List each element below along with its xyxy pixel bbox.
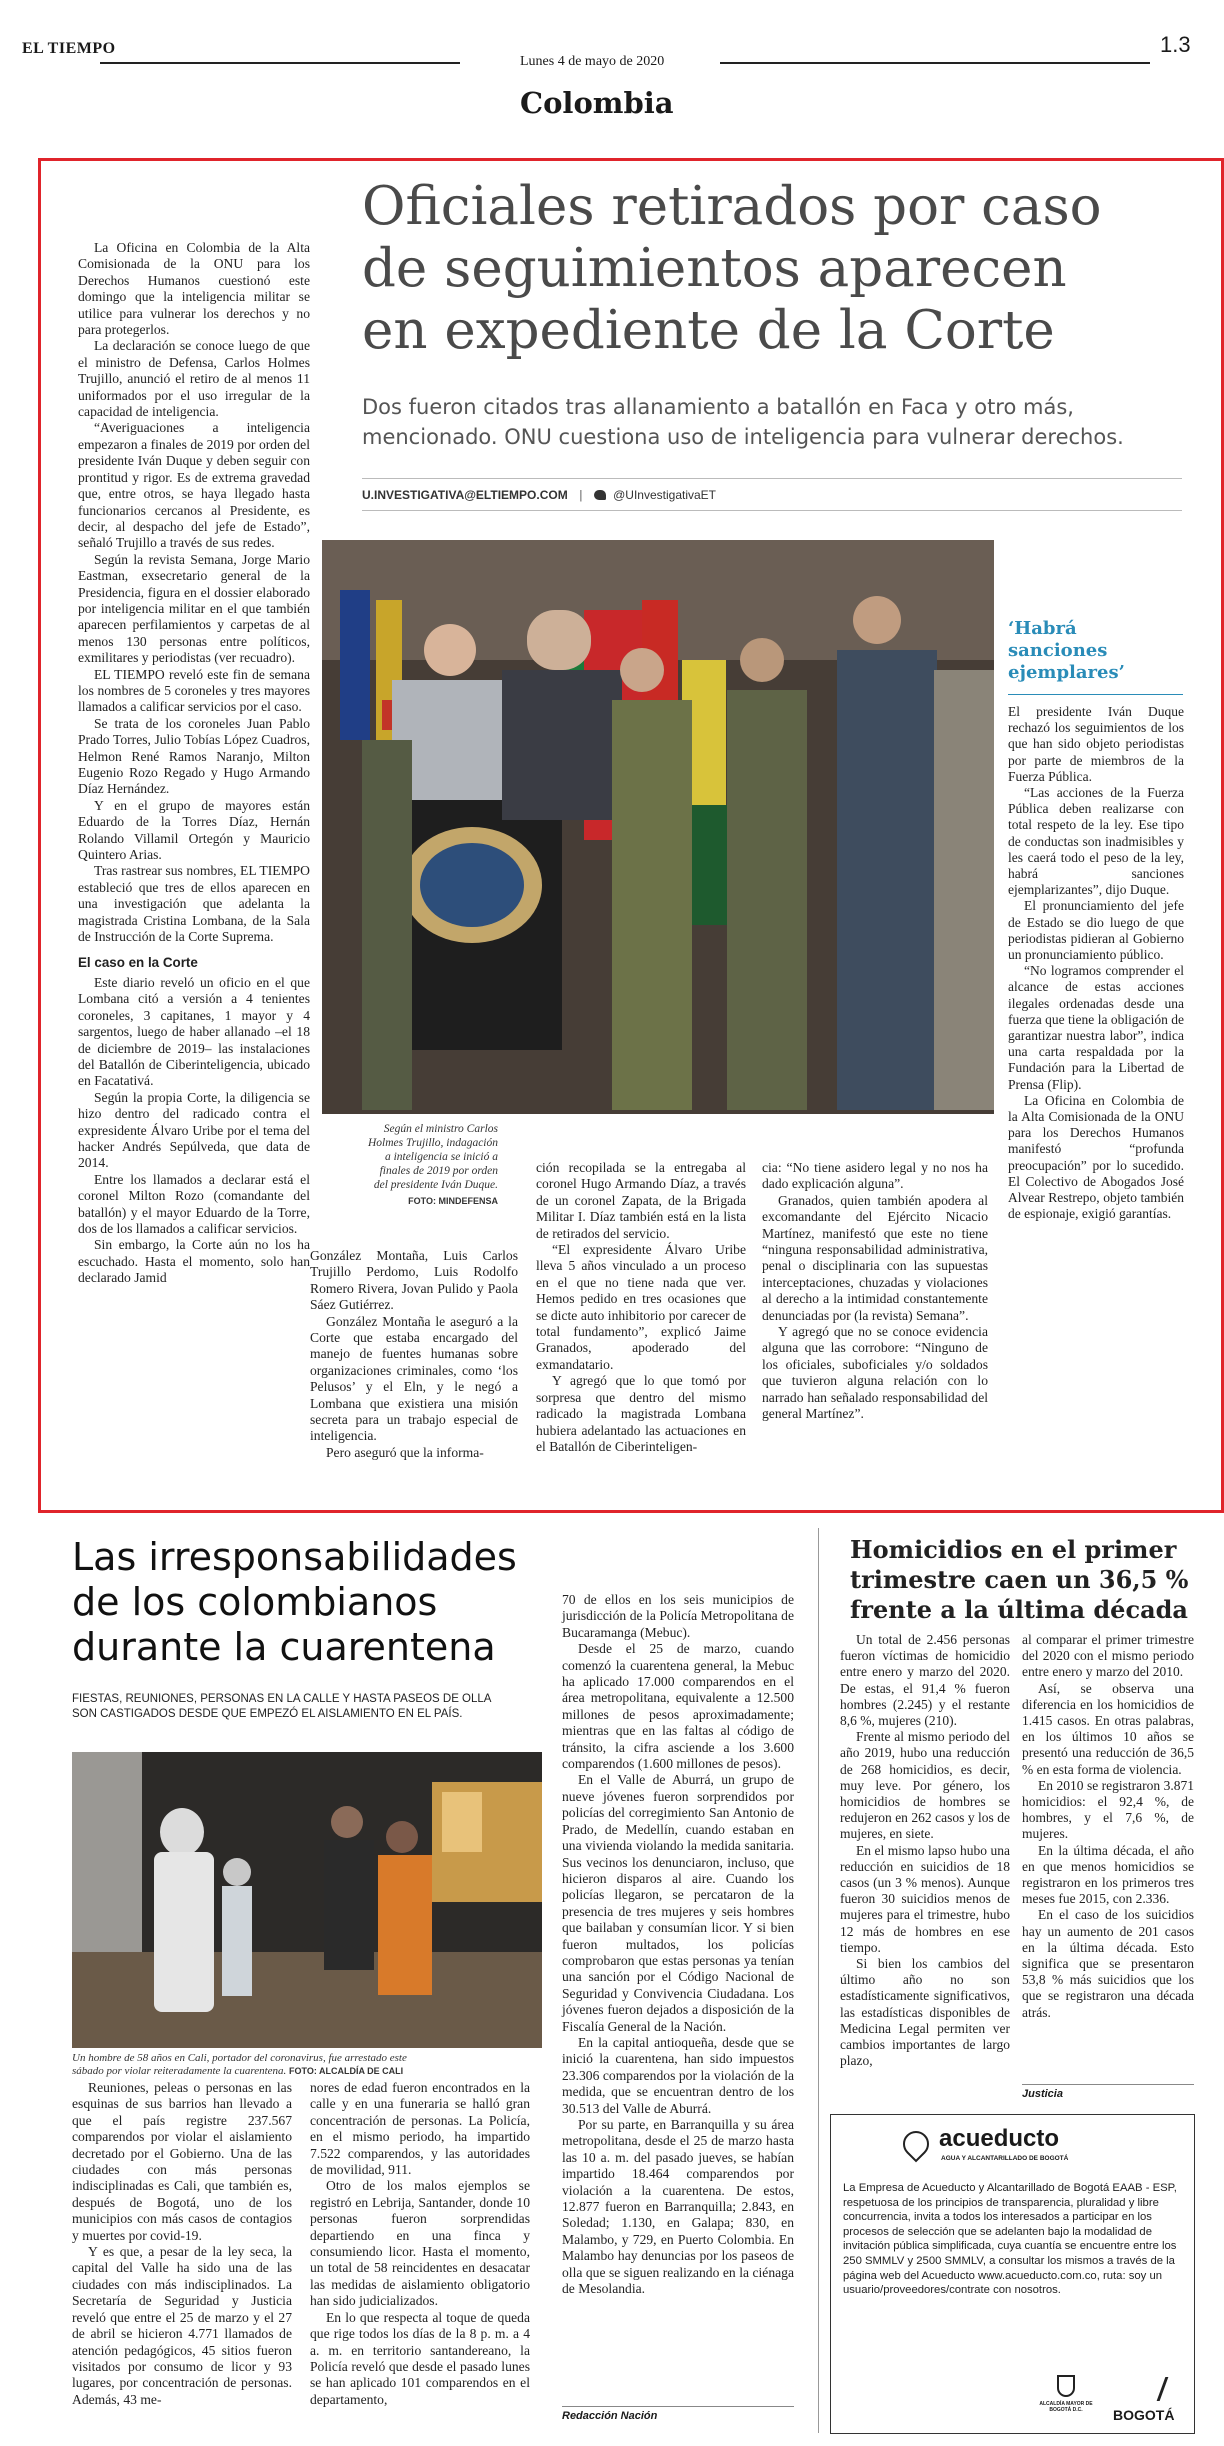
headline-line: Las irresponsabilidades	[72, 1535, 517, 1579]
paragraph: “Averiguaciones a inteligencia empezaron a finales de 2019 por orden del presidente Iván Duque y deben seguir con prontitud y rigor. Es de extrema gravedad que, entre otros, se haya llegado hasta funcionarios cercanos al Presidente, es decir, al despacho del jefe de Estado”, señaló Trujillo a través de sus redes.	[78, 420, 310, 551]
masthead: EL TIEMPO	[22, 40, 116, 57]
headline-line: trimestre caen un 36,5 %	[850, 1565, 1189, 1594]
press-conference-illustration	[322, 540, 994, 1114]
main-photo-caption	[322, 1122, 498, 1208]
headline-line: de los colombianos	[72, 1580, 438, 1624]
story3-col-a	[840, 1632, 1010, 2107]
story2-photo	[72, 1752, 542, 2048]
story2-signoff-rule	[562, 2406, 794, 2407]
paragraph: El presidente Iván Duque rechazó los seguimientos de los que han sido objeto periodistas por parte de miembros de la Fuerza Pública.	[1008, 704, 1184, 784]
main-col-4	[762, 1160, 988, 1450]
kicker-line: FIESTAS, REUNIONES, PERSONAS EN LA CALLE Y HASTA PASEOS DE OLLA	[72, 1693, 492, 1705]
story2-photo-caption	[72, 2052, 552, 2078]
paragraph: al comparar el primer trimestre del 2020 con el mismo periodo entre enero y marzo del 2010.	[1022, 1632, 1194, 1680]
story2-col-c	[562, 1592, 794, 2402]
byline-rule-bottom	[362, 510, 1182, 511]
paragraph: El pronunciamiento del jefe de Estado se dio luego de que periodistas pidieran al Gobierno un pronunciamiento público.	[1008, 898, 1184, 963]
acueducto-brand: acueducto	[939, 2125, 1060, 2152]
caption-text: sábado por violar reiteradamente la cuarentena.	[72, 2065, 287, 2077]
paragraph: Sin embargo, la Corte aún no los ha escuchado. Hasta el momento, solo han declarado Jamid	[78, 1237, 310, 1286]
story2-col-b	[310, 2080, 530, 2435]
twitter-handle: @UInvestigativaET	[613, 488, 716, 502]
paragraph: Un total de 2.456 personas fueron víctimas de homicidio entre enero y marzo del 2020. De estas, el 91,4 % fueron hombres (2.245) y el restante 8,6 %, mujeres (210).	[840, 1632, 1010, 1729]
paragraph: Por su parte, en Barranquilla y su área metropolitana, desde el 25 de marzo hasta las 10 a. m. del pasado jueves, se habían impartido 18.464 comparendos por violación a la cuarentena. De estos, 12.877 fueron en Barranquilla; 2.843, en Soledad; 1.130, en Galapa; 830, en Malambo, y 729, en Puerto Colombia. En Malambo hay denuncias por los paseos de olla que se siguen realizando en la ciénaga de Mesolandia.	[562, 2117, 794, 2297]
story2-kicker	[72, 1692, 532, 1722]
caption-line: Holmes Trujillo, indagación	[367, 1137, 498, 1149]
paragraph: EL TIEMPO reveló este fin de semana los nombres de 5 coroneles y tres mayores llamados a calificar servicios por el caso.	[78, 666, 310, 715]
paragraph: En el mismo lapso hubo una reducción en suicidios de 18 casos (un 3 % menos). Aunque fueron 30 suicidios menos de mujeres para el trimestre, hubo 12 más de hombres en ese tiempo.	[840, 1842, 1010, 1955]
headline-line: durante la cuarentena	[72, 1625, 496, 1669]
paragraph: Se trata de los coroneles Juan Pablo Prado Torres, Julio Tobías López Cuadros, Helmon René Ramos Naranjo, Milton Eugenio Rozo Regado y Hugo Armando Díaz Hernández.	[78, 715, 310, 797]
paragraph: En el caso de los suicidios hay un aumento de 201 casos en la última década. Esto significa que se presentaron 53,8 % más suicidios que los que se registraron una década atrás.	[1022, 1907, 1194, 2020]
byline-divider: |	[579, 488, 583, 502]
main-headline-line: en expediente de la Corte	[362, 300, 1055, 361]
main-col-1	[78, 240, 310, 1450]
kicker-line: SON CASTIGADOS DESDE QUE EMPEZÓ EL AISLAMIENTO EN EL PAÍS.	[72, 1708, 463, 1720]
sidebar-title-line: ‘Habrá	[1008, 618, 1077, 639]
alcaldia-text: ALCALDÍA MAYOR DE BOGOTÁ D.C.	[1039, 2401, 1093, 2413]
twitter-icon	[594, 490, 606, 500]
byline-rule-top	[362, 478, 1182, 479]
headline-line: Homicidios en el primer	[850, 1535, 1177, 1564]
paragraph: 70 de ellos en los seis municipios de jurisdicción de la Policía Metropolitana de Bucaramanga (Mebuc).	[562, 1592, 794, 1640]
header-rule-right	[720, 62, 1150, 64]
paragraph: En lo que respecta al toque de queda que rige todos los días de la 8 p. m. a 4 a. m. en territorio santandereano, la Policía reveló que desde el pasado lunes se han aplicado 101 comparendos en el departamento,	[310, 2309, 530, 2407]
photo-credit: FOTO: MINDEFENSA	[408, 1196, 498, 1206]
paragraph: Entre los llamados a declarar está el coronel Milton Rozo (comandante del batallón) y el mayor Eduardo de la Torre, dos de los llamados a calificar servicios.	[78, 1171, 310, 1236]
story3-signoff: Justicia	[1022, 2088, 1063, 2100]
drop-icon	[898, 2126, 935, 2163]
story2-signoff: Redacción Nación	[562, 2410, 658, 2422]
paragraph: Otro de los malos ejemplos se registró en Lebrija, Santander, donde 10 personas fueron sorprendidas departiendo en una finca y consumiendo licor. Hasta el momento, un total de 58 reincidentes en desacatar las medidas de aislamiento obligatorio han sido judicializados.	[310, 2178, 530, 2309]
paragraph: Según la revista Semana, Jorge Mario Eastman, exsecretario general de la Presidencia, figura en el dossier elaborado por inteligencia militar en el que también aparecen perfilamientos y carpetas de al menos 130 personas entre políticos, exmilitares y periodistas (ver recuadro).	[78, 551, 310, 666]
paragraph: “El expresidente Álvaro Uribe lleva 5 años vinculado a un proceso en el que no tiene nada que ver. Hemos pedido en tres ocasiones que se dicte auto inhibitorio por carecer de total fundamento”, explicó Jaime Granados, apoderado del exmandatario.	[536, 1242, 746, 1372]
paragraph: En 2010 se registraron 3.871 homicidios: el 92,4 %, de hombres, y el 7,6 %, de mujeres.	[1022, 1777, 1194, 1842]
ad-body: La Empresa de Acueducto y Alcantarillado de Bogotá EAAB - ESP, respetuosa de los principios de transparencia, pluralidad y libre concurrencia, invita a todos los interesados a participar en los procesos de selección que se adelanten bajo la modalidad de invitación pública simplificada, cuya cuantía se encuentre entre los 250 SMMLV y 2500 SMMLV, a consultar los mismos a través de la página web del Acueducto www.acueducto.com.co, ruta: soy un usuario/proveedores/contrate con nosotros.	[843, 2182, 1177, 2297]
paragraph: Desde el 25 de marzo, cuando comenzó la cuarentena general, la Mebuc ha aplicado 17.000 comparendos en el área metropolitana, equivalente a 12.500 millones de pesos aproximadamente; mientras que en las faltas al código de tránsito, la cifra asciende a los 3.600 comparendos (1.600 millones de pesos).	[562, 1641, 794, 1772]
subhead: El caso en la Corte	[78, 955, 198, 971]
bogota-text: BOGOTÁ	[1113, 2407, 1175, 2423]
caption-line: Un hombre de 58 años en Cali, portador del coronavirus, fue arrestado este	[72, 2052, 407, 2064]
paragraph: “No logramos comprender el alcance de estas acciones ilegales ordenadas desde una fuerza que tiene la obligación de garantizar nuestra labor”, indica una carta respaldada por la Fundación para la Libertad de Prensa (Flip).	[1008, 963, 1184, 1092]
paragraph: nores de edad fueron encontrados en la calle y en una funeraria se halló gran concentración de personas. La Policía, en el mismo periodo, ha impartido 7.522 comparendos, y las autoridades de movilidad, 911.	[310, 2080, 530, 2178]
main-col-2	[310, 1248, 518, 1460]
sidebar-title-line: ejemplares’	[1008, 662, 1125, 683]
section-title: Colombia	[520, 86, 674, 120]
paragraph: ción recopilada se la entregaba al coronel Hugo Armando Díaz, a través de un coronel Zapata, de la Brigada Militar I. Díaz también está en la lista de retirados del servicio.	[536, 1160, 746, 1241]
story3-col-b	[1022, 1632, 1194, 2072]
byline-email: U.INVESTIGATIVA@ELTIEMPO.COM	[362, 488, 568, 502]
paragraph: “Las acciones de la Fuerza Pública deben realizarse con total respeto de la ley. Ese tipo de conductas son inadmisibles y les caerá todo el peso de la ley, habrá sanciones ejemplarizantes”, dijo Duque.	[1008, 785, 1184, 898]
main-headline-line: Oficiales retirados por caso	[362, 176, 1102, 237]
paragraph: La declaración se conoce luego de que el ministro de Defensa, Carlos Holmes Trujillo, anunció el retiro de al menos 11 uniformados por el uso irregular de la capacidad de inteligencia.	[78, 338, 310, 420]
caption-line: del presidente Iván Duque.	[373, 1179, 498, 1191]
paragraph: Granados, quien también apodera al excomandante del Ejército Nicacio Martínez, manifestó que este no tiene “ninguna responsabilidad administrativa, penal o disciplinaria con las supuestas interceptaciones, chuzadas y violaciones al derecho a la intimidad constantemente denunciadas por (la revista) Semana”.	[762, 1192, 988, 1323]
acueducto-ad	[830, 2114, 1195, 2434]
runner-icon	[1157, 2377, 1184, 2401]
sidebar-title-line: sanciones	[1008, 640, 1108, 661]
deck-line: Dos fueron citados tras allanamiento a batallón en Faca y otro más,	[362, 395, 1074, 419]
main-headline	[362, 176, 1192, 362]
paragraph: Y es que, a pesar de la ley seca, la capital del Valle ha sido una de las ciudades con más indisciplinados. La Secretaría de Seguridad y Justicia reveló que entre el 25 de marzo y el 27 de abril se hicieron 4.771 llamados de atención pedagógicos, 45 sitios fueron visitados por consumo de licor y 93 lugares, por concentración de personas. Además, 43 me-	[72, 2244, 292, 2407]
paragraph: Si bien los cambios del último año no son estadísticamente significativos, las estadísticas disponibles de Medicina Legal permiten ver cambios importantes de largo plazo,	[840, 1956, 1010, 2069]
headline-line: frente a la última década	[850, 1595, 1188, 1624]
photo-credit: FOTO: ALCALDÍA DE CALI	[289, 2066, 404, 2076]
paragraph: Pero aseguró que la informa-	[326, 1444, 484, 1460]
paragraph: González Montaña le aseguró a la Corte que estaba encargado del manejo de fuentes humanas sobre organizaciones criminales, como ‘los Pelusos’ y el Eln, y le negó a Lombana que existiera una misión secreta para un trabajo especial de inteligencia.	[310, 1313, 518, 1444]
paragraph: Reuniones, peleas o personas en las esquinas de sus barrios han llevado a que el país registre 237.567 comparendos por violar el aislamiento decretado por el Gobierno. Una de las ciudades con más personas indisciplinadas es Cali, que también es, después de Bogotá, uno de los municipios con más casos de contagios y muertes por covid-19.	[72, 2080, 292, 2243]
page-number: 1.3	[1160, 32, 1191, 57]
paragraph: Así, se observa una diferencia en los homicidios de 1.415 casos. En otras palabras, en los últimos 10 años se presentó una reducción de 36,5 % en esta forma de violencia.	[1022, 1680, 1194, 1777]
paragraph: Frente al mismo periodo del año 2019, hubo una reducción de 268 homicidios, es decir, muy leve. Por género, los homicidios de hombres se redujeron en 262 casos y los de mujeres, en siete.	[840, 1729, 1010, 1842]
paragraph: La Oficina en Colombia de la Alta Comisionada de la ONU para los Derechos Humanos cuestionó este domingo que la inteligencia militar se utilice para vulnerar los derechos y no para protegerlos.	[78, 240, 310, 338]
alcaldia-logo	[1031, 2375, 1101, 2427]
sidebar-title	[1008, 618, 1188, 684]
caption-line: finales de 2019 por orden	[379, 1165, 498, 1177]
bogota-logo	[1113, 2377, 1185, 2427]
paragraph: Y agregó que no se conoce evidencia alguna que las corrobore: “Ninguno de los oficiales, suboficiales y/o soldados que tuvieron alguna relación con lo narrado han señalado responsabilidad del general Martínez”.	[762, 1324, 988, 1422]
paragraph: Y agregó que lo que tomó por sorpresa que dentro del mismo radicado la magistrada Lombana hubiera adelantado las actuaciones en el Batallón de Ciberinteligen-	[536, 1373, 746, 1454]
paragraph: Este diario reveló un oficio en el que Lombana citó a versión a 4 tenientes coroneles, 3 capitanes, 1 mayor y 4 sargentos, luego de haber allanado –el 18 de diciembre de 2019– las instalaciones del Batallón de Ciberinteligencia, ubicado en Facatativá.	[78, 974, 310, 1089]
paragraph: Y en el grupo de mayores están Eduardo de la Torres Díaz, Hernán Rolando Villamil Ortegón y Mauricio Quintero Arias.	[78, 797, 310, 863]
acueducto-logo	[903, 2125, 1123, 2171]
story2-col-a	[72, 2080, 292, 2435]
arrest-scene-illustration	[72, 1752, 542, 2048]
story3-headline	[850, 1535, 1190, 1625]
main-deck	[362, 392, 1192, 452]
main-photo	[322, 540, 994, 1114]
byline	[362, 488, 716, 502]
deck-line: mencionado. ONU cuestiona uso de inteligencia para vulnerar derechos.	[362, 425, 1124, 449]
paragraph: La Oficina en Colombia de la Alta Comisionada de la ONU para los Derechos Humanos manifestó “profunda preocupación” por lo sucedido. El Colectivo de Abogados José Alvear Restrepo, objeto también de espionaje, exigió garantías.	[1008, 1092, 1184, 1222]
paragraph: En la última década, el año en que menos homicidios se registraron en los primeros tres meses fue 2015, con 2.336.	[1022, 1842, 1194, 1907]
paragraph: En la capital antioqueña, desde que se inició la cuarentena, han sido impuestos 23.306 comparendos por la violación de la medida, que se encuentran dentro de los 30.513 del Valle de Aburrá.	[562, 2034, 794, 2116]
sidebar-rule	[1008, 694, 1183, 695]
header-rule-left	[100, 62, 460, 64]
caption-line: Según el ministro Carlos	[383, 1123, 498, 1135]
sidebar-body	[1008, 704, 1184, 1449]
story3-signoff-rule	[1022, 2084, 1194, 2085]
paragraph: Tras rastrear sus nombres, EL TIEMPO estableció que tres de ellos aparecen en una investigación que adelanta la magistrada Cristina Lombana, de la Sala de Instrucción de la Corte Suprema.	[78, 863, 310, 945]
main-col-3	[536, 1160, 746, 1454]
paragraph: González Montaña, Luis Carlos Trujillo Perdomo, Luis Rodolfo Romero Rivera, Jovan Pulido y Paola Sáez Gutiérrez.	[310, 1248, 518, 1313]
main-headline-line: de seguimientos aparecen	[362, 238, 1067, 299]
coat-of-arms-icon	[1057, 2375, 1075, 2397]
paragraph: Según la propia Corte, la diligencia se hizo dentro del radicado contra el expresidente Álvaro Uribe por el tema del hacker Andrés Sepúlveda, que data de 2014.	[78, 1089, 310, 1171]
column-divider	[818, 1528, 819, 2433]
paragraph: En el Valle de Aburrá, un grupo de nueve jóvenes fueron sorprendidos por policías del corregimiento San Antonio de Prado, de Medellín, cuando estaban en una vivienda violando la medida sanitaria. Sus vecinos los denunciaron, incluso, que hicieron disparos al aire. Cuando los policías llegaron, se percataron de la presencia de tres mujeres y seis hombres que bailaban y consumían licor. Y si bien fueron multados, los policías comprobaron que estas personas ya tenían una sanción por el Código Nacional de Seguridad y Convivencia Ciudadana. Los jóvenes fueron dejados a disposición de la Fiscalía General de la Nación.	[562, 1772, 794, 2034]
acueducto-tagline: AGUA Y ALCANTARILLADO DE BOGOTÁ	[941, 2155, 1069, 2162]
caption-line	[72, 2065, 552, 2078]
paragraph: cia: “No tiene asidero legal y no nos ha dado explicación alguna”.	[762, 1160, 988, 1192]
caption-line: a inteligencia se inició a	[384, 1151, 498, 1163]
issue-date: Lunes 4 de mayo de 2020	[520, 54, 665, 69]
